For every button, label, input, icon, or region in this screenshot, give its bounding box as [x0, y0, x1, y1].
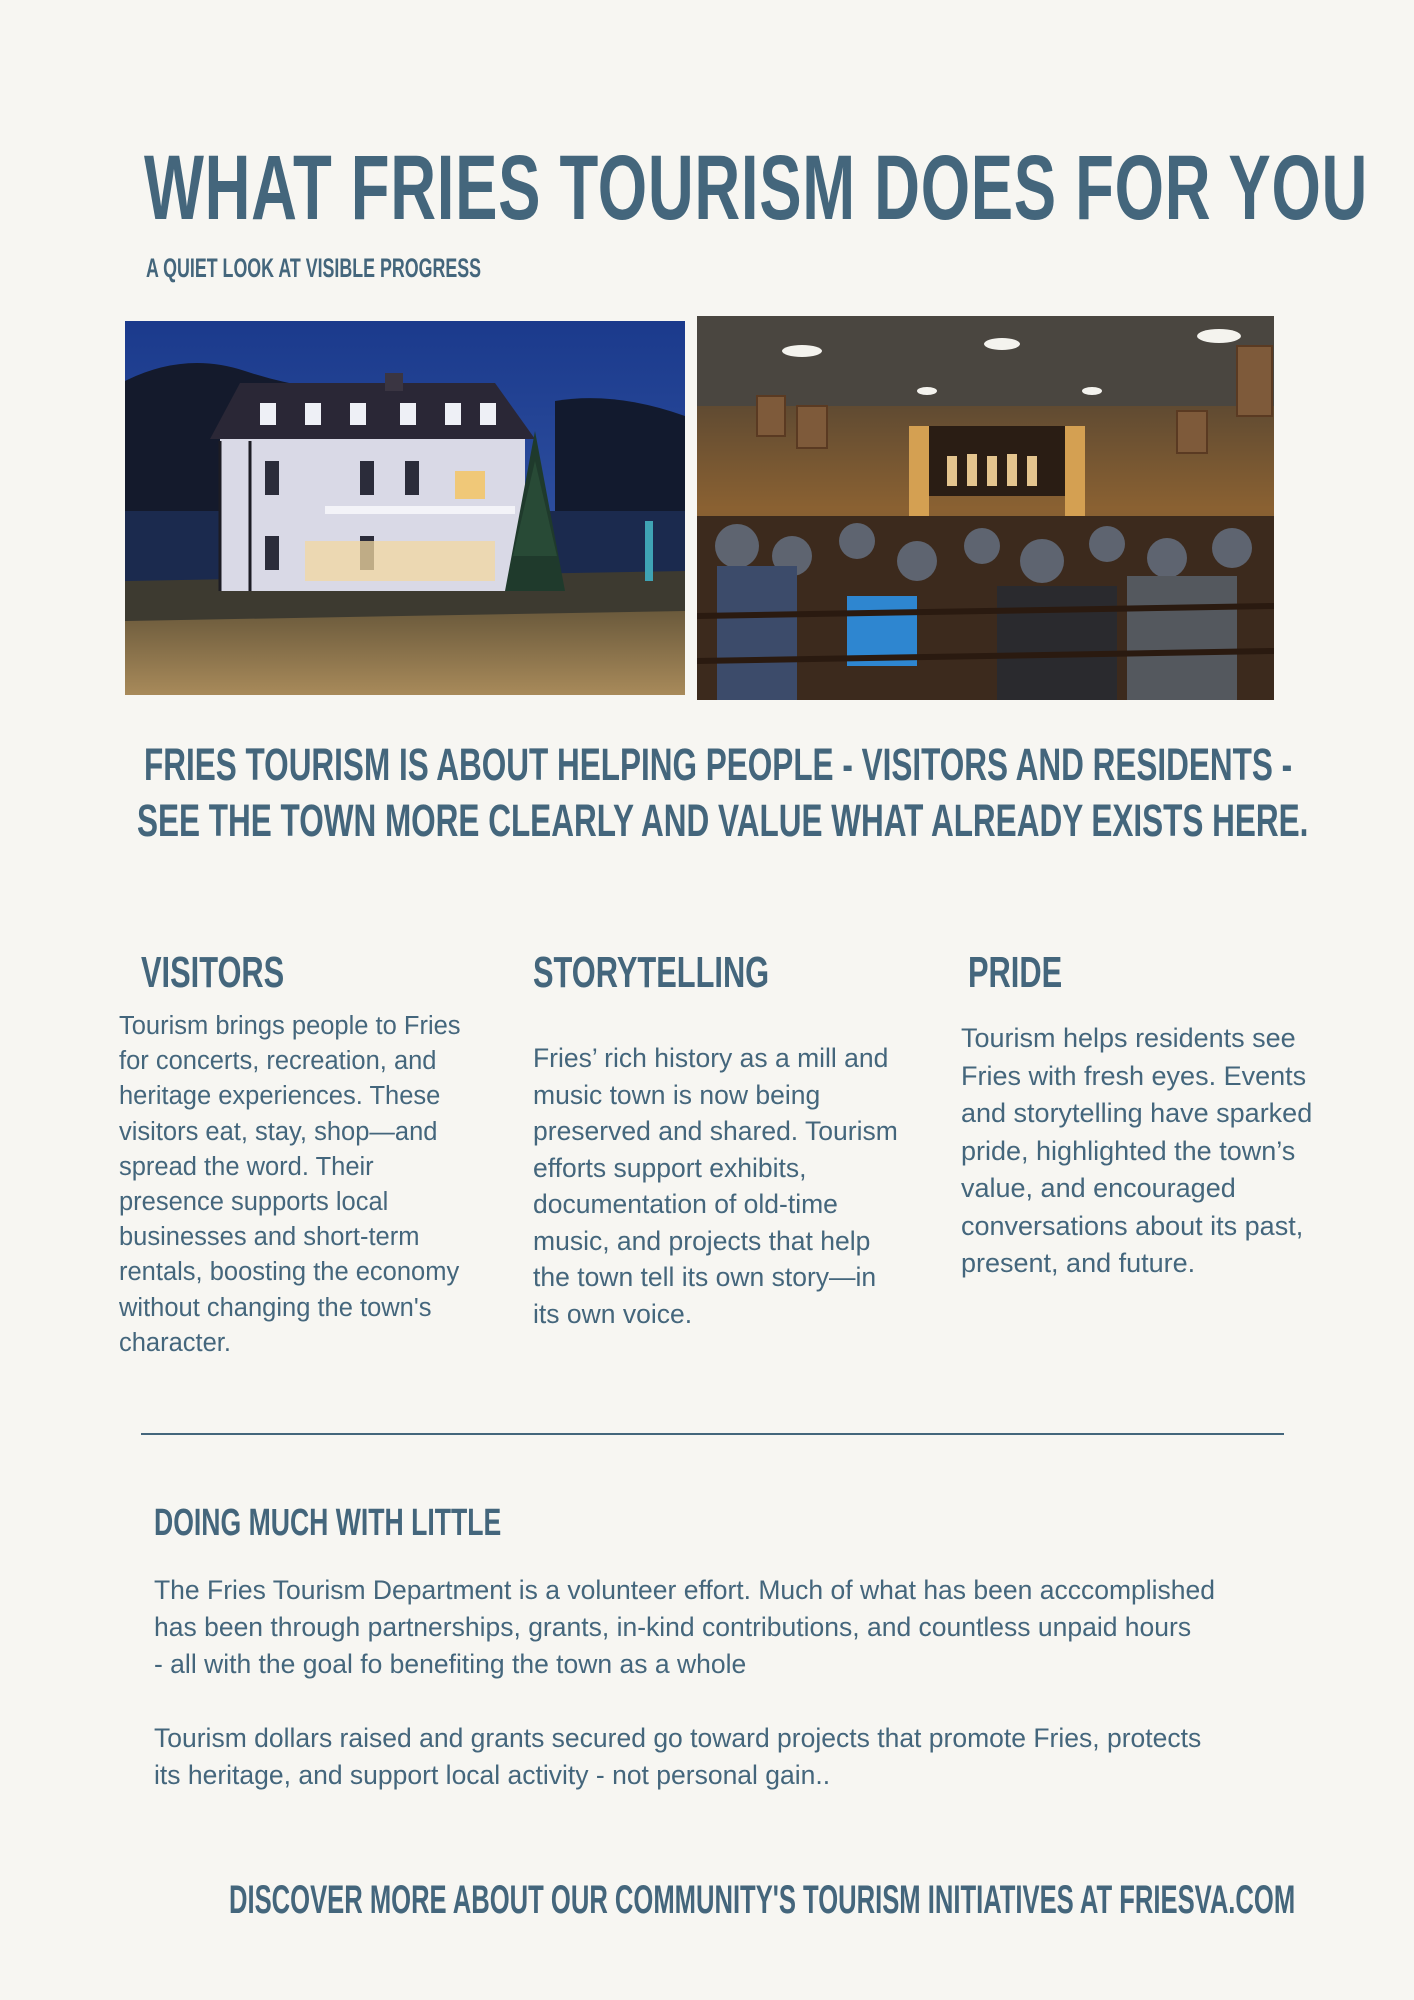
doing-much-heading: DOING MUCH WITH LITTLE [154, 1502, 502, 1544]
page-subtitle: A QUIET LOOK AT VISIBLE PROGRESS [146, 253, 481, 283]
volunteer-paragraph: The Fries Tourism Department is a volunteer effort. Much of what has been acccomplished has been through partnerships, grants, in-kind contributions, and countless unpaid hours - all with the goal fo benefiting the town as a whole [154, 1575, 1215, 1679]
storytelling-heading: STORYTELLING [533, 948, 770, 997]
storytelling-text: Fries’ rich history as a mill and music town is now being preserved and shared. Tourism efforts support exhibits, documentation of old-time music, and projects that help the town tell its own story—in its own voice. [533, 1043, 898, 1329]
concert-hall-photo [697, 316, 1274, 700]
footer-link-text: DISCOVER MORE ABOUT OUR COMMUNITY'S TOURISM INITIATIVES AT FRIESVA.COM [229, 1878, 1296, 1922]
visitors-heading: VISITORS [141, 948, 285, 997]
pride-text: Tourism helps residents see Fries with fresh eyes. Events and storytelling have sparked pride, highlighted the town’s value, and encouraged conversations about its past, present, and future. [961, 1023, 1313, 1278]
section-divider [141, 1433, 1284, 1435]
visitors-text: Tourism brings people to Fries for concerts, recreation, and heritage experiences. These visitors eat, stay, shop—and spread the word. Their presence supports local businesses and short-term rentals, boosting the economy without changing the town's character. [119, 1012, 461, 1357]
pride-heading: PRIDE [968, 948, 1063, 997]
tagline-line-2: SEE THE TOWN MORE CLEARLY AND VALUE WHAT ALREADY EXISTS HERE. [137, 795, 1309, 846]
inn-photo [125, 321, 685, 695]
funding-paragraph: Tourism dollars raised and grants secured go toward projects that promote Fries, protects its heritage, and support local activity - not personal gain.. [154, 1723, 1202, 1790]
tagline-line-1: FRIES TOURISM IS ABOUT HELPING PEOPLE - VISITORS AND RESIDENTS - [144, 739, 1293, 790]
page-title: WHAT FRIES TOURISM DOES FOR YOU [144, 137, 1369, 239]
